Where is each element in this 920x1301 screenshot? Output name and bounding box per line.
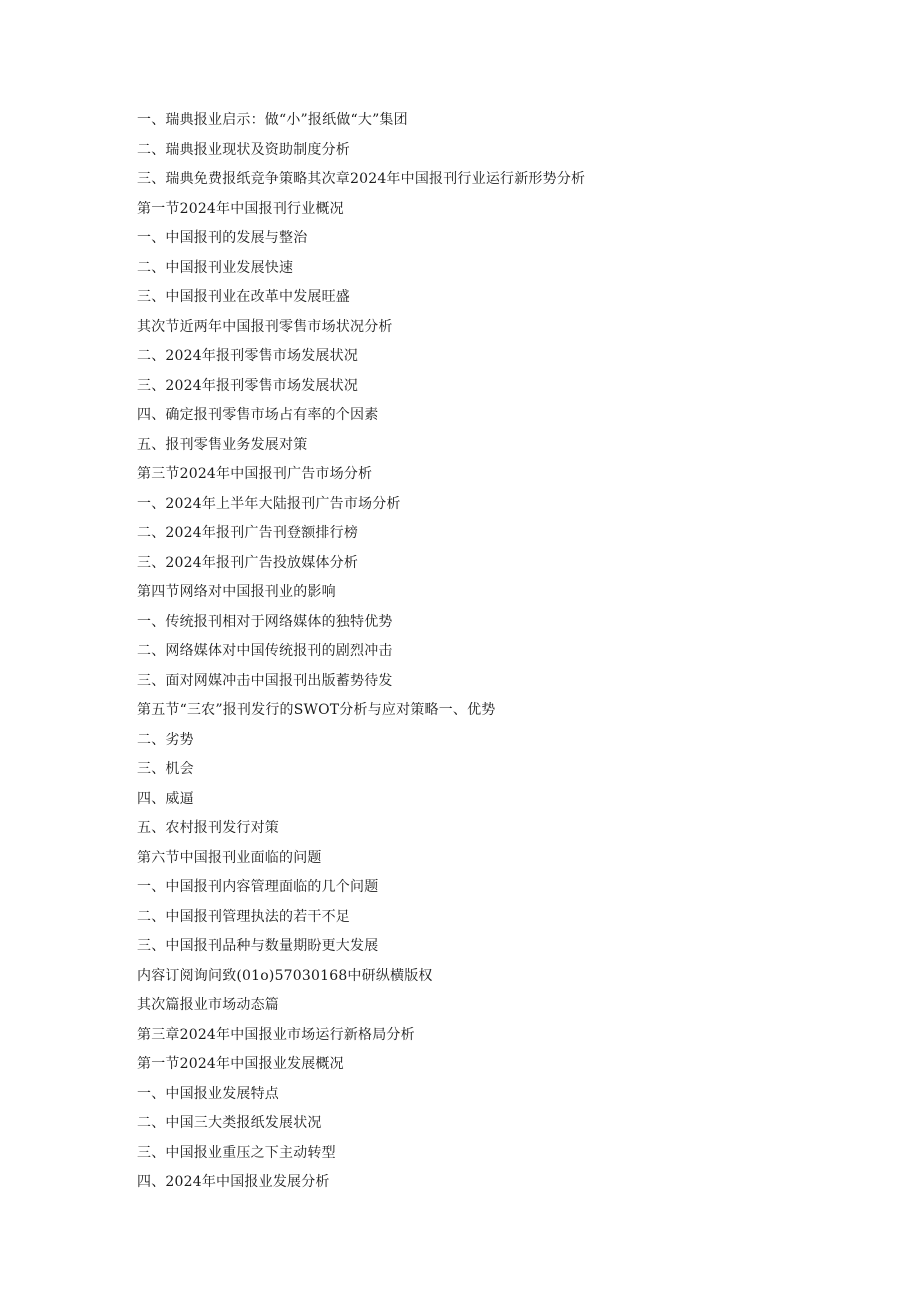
toc-line: 二、2024年报刊广告刊登额排行榜 <box>137 525 359 541</box>
toc-line: 一、传统报刊相对于网络媒体的独特优势 <box>137 613 393 630</box>
toc-line: 第三章2024年中国报业市场运行新格局分析 <box>137 1026 415 1043</box>
toc-line: 二、中国报刊业发展快速 <box>137 259 294 276</box>
toc-line: 三、面对网媒冲击中国报刊出版蓄势待发 <box>137 672 393 689</box>
toc-line: 第五节“三农”报刊发行的SWOT分析与应对策略一、优势 <box>137 702 496 718</box>
toc-line: 第四节网络对中国报刊业的影响 <box>137 584 336 600</box>
toc-line: 其次节近两年中国报刊零售市场状况分析 <box>137 318 393 335</box>
toc-line: 四、威逼 <box>137 790 194 807</box>
table-of-contents <box>137 106 837 1198</box>
toc-line: 四、确定报刊零售市场占有率的个因素 <box>137 407 379 423</box>
toc-line: 五、报刊零售业务发展对策 <box>137 436 308 453</box>
toc-line: 一、中国报刊的发展与整治 <box>137 230 308 246</box>
toc-line: 第一节2024年中国报刊行业概况 <box>137 200 344 217</box>
toc-line: 内容订阅询问致(01o)57030168中研纵横版权 <box>137 967 433 984</box>
toc-line: 其次篇报业市场动态篇 <box>137 997 279 1013</box>
toc-line: 二、劣势 <box>137 731 194 748</box>
toc-line: 三、中国报刊业在改革中发展旺盛 <box>137 289 350 305</box>
toc-line: 四、2024年中国报业发展分析 <box>137 1174 330 1190</box>
toc-line: 二、中国报刊管理执法的若干不足 <box>137 908 350 925</box>
toc-line: 第一节2024年中国报业发展概况 <box>137 1056 344 1072</box>
toc-line: 三、瑞典免费报纸竞争策略其次章2024年中国报刊行业运行新形势分析 <box>137 171 586 187</box>
toc-line: 三、2024年报刊零售市场发展状况 <box>137 377 359 394</box>
toc-line: 三、2024年报刊广告投放媒体分析 <box>137 554 359 571</box>
toc-line: 五、农村报刊发行对策 <box>137 820 279 836</box>
toc-line: 二、网络媒体对中国传统报刊的剧烈冲击 <box>137 643 393 659</box>
toc-line: 一、中国报刊内容管理面临的几个问题 <box>137 879 379 895</box>
toc-line: 第六节中国报刊业面临的问题 <box>137 849 322 866</box>
toc-line: 三、中国报刊品种与数量期盼更大发展 <box>137 938 379 954</box>
toc-line: 三、中国报业重压之下主动转型 <box>137 1144 336 1161</box>
toc-line: 三、机会 <box>137 761 194 777</box>
toc-line: 一、2024年上半年大陆报刊广告市场分析 <box>137 495 401 512</box>
toc-line: 二、中国三大类报纸发展状况 <box>137 1115 322 1131</box>
toc-line: 一、中国报业发展特点 <box>137 1085 279 1102</box>
toc-line: 第三节2024年中国报刊广告市场分析 <box>137 466 373 482</box>
toc-line: 二、瑞典报业现状及资助制度分析 <box>137 141 350 158</box>
toc-line: 二、2024年报刊零售市场发展状况 <box>137 348 359 364</box>
toc-line: 一、瑞典报业启示：做“小”报纸做“大”集团 <box>137 112 408 128</box>
